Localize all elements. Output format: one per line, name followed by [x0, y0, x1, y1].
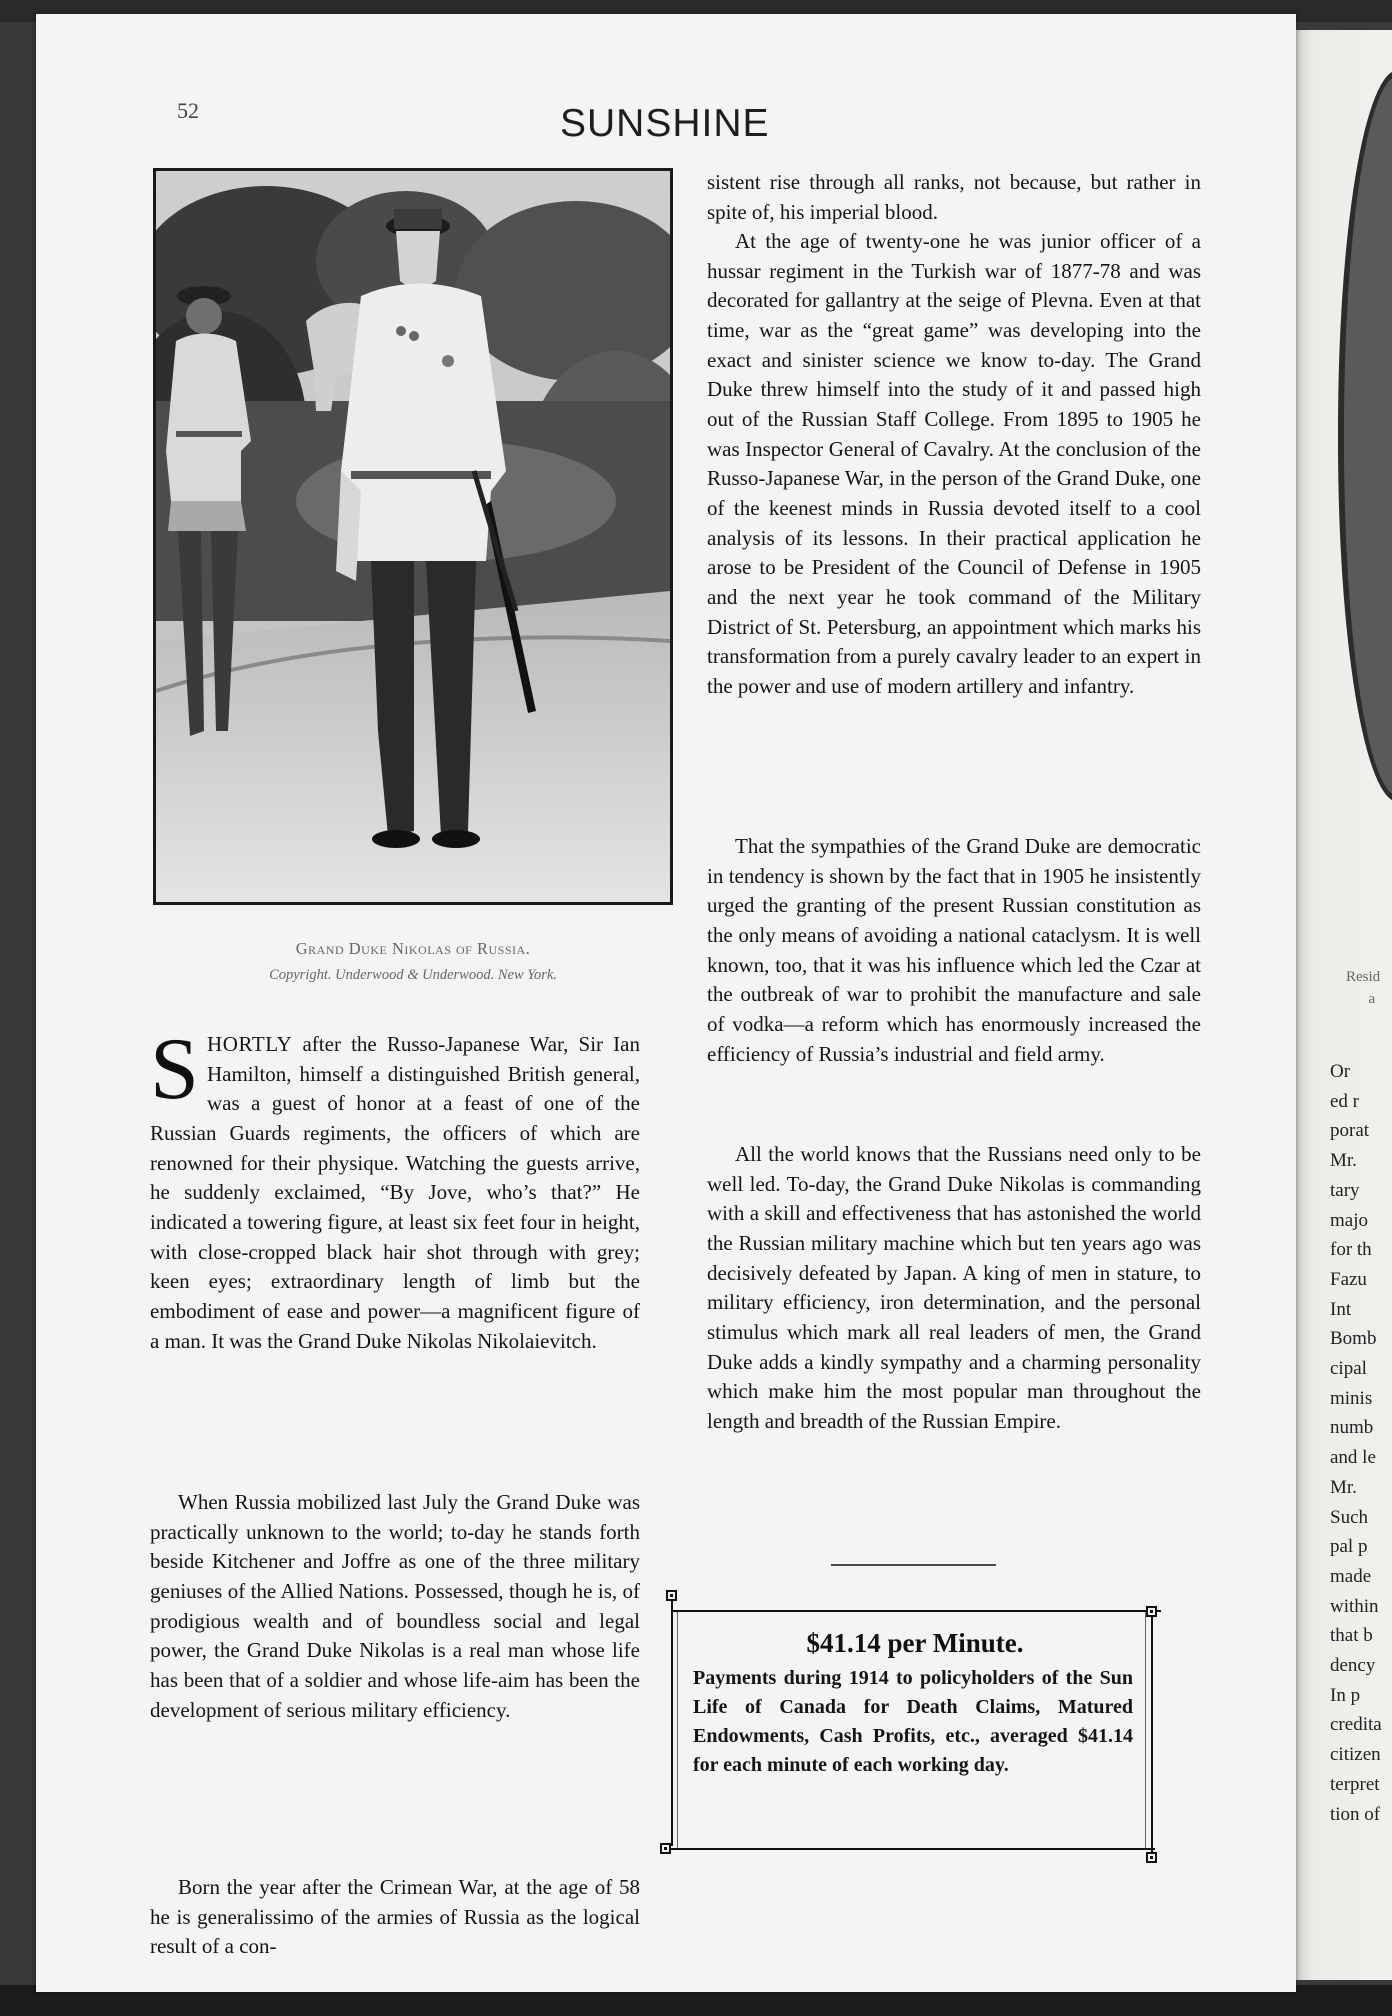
notice-corner-ornament: [660, 1843, 671, 1854]
facing-page-text-line: for th: [1330, 1239, 1372, 1261]
facing-page-text-line: that b: [1330, 1625, 1373, 1647]
notice-inner-border-left: [677, 1612, 678, 1848]
notice-border-top: [671, 1610, 1161, 1612]
photo-caption-title: Grand Duke Nikolas of Russia.: [295, 939, 531, 958]
facing-page-text-line: credita: [1330, 1714, 1382, 1736]
facing-page-text-line: dency: [1330, 1655, 1376, 1677]
drop-cap-letter: S: [150, 1021, 199, 1118]
facing-page-text-line: citizen: [1330, 1744, 1381, 1766]
facing-page-text-line: made: [1330, 1565, 1372, 1587]
facing-page-text-line: Mr.: [1330, 1476, 1357, 1498]
notice-corner-ornament: [666, 1590, 677, 1601]
facing-page-column-fragment: [1330, 1057, 1392, 1829]
article-paragraph-2: When Russia mobilized last July the Grand Duke was practically unknown to the world; to-day he stands forth beside Kitchener and Joffre as one of the three military geniuses of the Allied Nations. Possessed, though he is, of prodigious wealth and of boundless social and legal power, the Grand Duke Nikolas is a real man whose life has been that of a soldier and whose life-aim has been the development of serious military efficiency.: [150, 1490, 640, 1722]
facing-page-text-line: cipal: [1330, 1358, 1367, 1380]
facing-page-text-line: terpret: [1330, 1773, 1380, 1795]
photo-caption: [153, 936, 673, 988]
facing-page-text-line: Fazu: [1330, 1268, 1367, 1290]
notice-box: [665, 1590, 1161, 1867]
article-paragraph-1-text: after the Russo-Japanese War, Sir Ian Hamilton, himself a distinguished British general, was a guest of honor at a feast of one of the Russian Guards regiments, the officers of which are renowned for their physique. Watching the guests arrive, he suddenly exclaimed, “By Jove, who’s that?” He indicated a towering figure, at least six feet four in height, with close-cropped black hair shot through with grey; keen eyes; extraordinary length of limb but the embodiment of ease and power—a magnificent figure of a man. It was the Grand Duke Nikolas Nikolaievitch.: [150, 1032, 640, 1353]
facing-page-text-line: numb: [1330, 1417, 1374, 1439]
facing-page-text-line: Or: [1330, 1061, 1351, 1082]
notice-title: $41.14 per Minute.: [806, 1628, 1024, 1658]
article-paragraph-5: At the age of twenty-one he was junior officer of a hussar regiment in the Turkish war of 1877-78 and was decorated for gallantry at the seige of Plevna. Even at that time, war as the “great game” was developing into the exact and sinister science we know to-day. The Grand Duke threw himself into the study of it and passed high out of the Russian Staff College. From 1895 to 1905 he was Inspector General of Cavalry. At the conclusion of the Russo-Japanese War, in the person of the Grand Duke, one of the keenest minds in Russia devoted itself to a cool analysis of its lessons. In their practical application he arose to be President of the Council of Defense in 1905 and the next year he took command of the Military District of St. Petersburg, an appointment which marks his transformation from a purely cavalry leader to an expert in the power and use of modern artillery and infantry.: [707, 229, 1201, 698]
lead-in-small-caps: HORTLY: [206, 1032, 293, 1056]
facing-page-text-line: tion of: [1330, 1803, 1381, 1825]
facing-page-text-line: within: [1330, 1595, 1379, 1617]
facing-page-text-line: and le: [1330, 1447, 1376, 1469]
article-paragraph-4: sistent rise through all ranks, not because, but rather in spite of, his imperial blood.: [707, 170, 1201, 224]
notice-border-bottom: [665, 1848, 1155, 1850]
photo-copyright-credit: Copyright. Underwood & Underwood. New York.: [269, 967, 557, 983]
magazine-masthead: SUNSHINE: [560, 102, 770, 145]
article-paragraph-6: That the sympathies of the Grand Duke are democratic in tendency is shown by the fact that in 1905 he insistently urged the granting of the present Russian constitution as the only means of avoiding a national cataclysm. It is well known, too, that it was his influence which led the Czar at the outbreak of war to prohibit the manufacture and sale of vodka—a reform which has enormously increased the efficiency of Russia’s industrial and field army.: [707, 834, 1201, 1066]
facing-page-text-line: ed r: [1330, 1090, 1360, 1112]
facing-page-text-line: Such: [1330, 1506, 1368, 1528]
facing-page-text-line: Int: [1330, 1298, 1352, 1320]
notice-corner-ornament: [1146, 1852, 1157, 1863]
article-paragraph-3: Born the year after the Crimean War, at the age of 58 he is generalissimo of the armies of Russia as the logical result of a con-: [150, 1875, 640, 1959]
facing-page-text-line: Bomb: [1330, 1328, 1377, 1350]
facing-page-text-line: majo: [1330, 1209, 1368, 1231]
facing-page-text-line: porat: [1330, 1120, 1370, 1142]
article-paragraph-7: All the world knows that the Russians need only to be well led. To-day, the Grand Duke Nikolas is commanding with a skill and effectiveness that has astonished the world the Russian military machine which but ten years ago was decisively defeated by Japan. A king of men in stature, to military efficiency, iron determination, and the personal stimulus which mark all real leaders of men, the Grand Duke adds a kindly sympathy and a charming personality which make him the most popular man throughout the length and breadth of the Russian Empire.: [707, 1142, 1201, 1433]
facing-page-text-line: tary: [1330, 1179, 1360, 1201]
facing-page-text-line: Mr.: [1330, 1150, 1357, 1172]
facing-page-caption-fragment: Resid a: [1346, 969, 1381, 1007]
notice-border-right: [1151, 1612, 1153, 1862]
facing-page-text-line: pal p: [1330, 1536, 1368, 1558]
facing-page-text-line: minis: [1330, 1387, 1373, 1409]
notice-border-left: [671, 1596, 673, 1846]
notice-corner-ornament: [1146, 1606, 1157, 1617]
notice-body: Payments during 1914 to policyholders of the Sun Life of Canada for Death Claims, Matured Endowments, Cash Profits, etc., averaged $41.14 for each minute of each working day.: [693, 1667, 1133, 1776]
photograph-two-officers-walking-icon: [156, 171, 670, 902]
facing-page-text-line: In p: [1330, 1684, 1361, 1706]
notice-inner-border-right: [1145, 1612, 1146, 1848]
article-paragraph-1: [150, 1021, 640, 1356]
photograph: [153, 168, 673, 905]
page-number: 52: [177, 98, 199, 123]
section-divider-rule: [831, 1564, 996, 1566]
